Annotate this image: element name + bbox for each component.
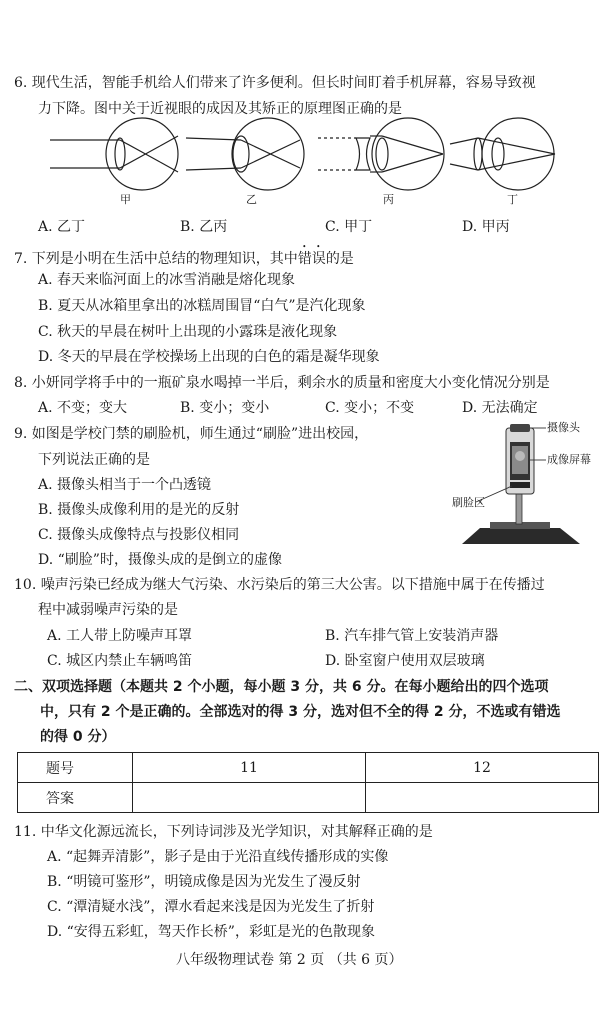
q6-stem-line1: 6. 现代生活，智能手机给人们带来了许多便利。但长时间盯着手机屏幕，容易导致视 [14,75,536,91]
q11-option-c: C. “潭清疑水浅”，潭水看起来浅是因为光发生了折射 [47,899,375,915]
answer-cell-12[interactable] [366,783,599,813]
q7-stem-emphasis: 错误 [297,251,326,267]
q9-option-b: B. 摄像头成像利用的是光的反射 [38,502,240,518]
q7-option-c: C. 秋天的早晨在树叶上出现的小露珠是液化现象 [38,324,338,340]
q11-option-b: B. “明镜可鉴形”，明镜成像是因为光发生了漫反射 [47,874,361,890]
q8-option-c: C. 变小；不变 [325,400,415,416]
q9-option-d: D. “刷脸”时，摄像头成的是倒立的虚像 [38,552,282,568]
eye-diagram-ding [450,118,555,190]
answer-cell-11[interactable] [133,783,366,813]
q7-stem-part2: 的是 [325,251,354,267]
q8-option-a: A. 不变；变大 [38,400,128,416]
page-footer: 八年级物理试卷 第 2 页 （共 6 页） [176,952,403,968]
q7-stem-part1: 7. 下列是小明在生活中总结的物理知识，其中 [14,251,298,267]
eye-diagram-figure [0,120,613,220]
q8-option-b: B. 变小；变小 [180,400,270,416]
q7-option-a: A. 春天来临河面上的冰雪消融是熔化现象 [38,272,296,288]
fig-label-bing: 丙 [383,193,394,206]
section2-heading-line2: 中，只有 2 个是正确的。全部选对的得 3 分，选对但不全的得 2 分，不选或有错选 [40,704,561,720]
q6-option-d: D. 甲丙 [462,219,510,235]
q11-option-a: A. “起舞弄清影”，影子是由于光沿直线传播形成的实像 [47,849,389,865]
q6-stem-line2: 力下降。图中关于近视眼的成因及其矫正的原理图正确的是 [38,101,402,117]
answer-table-answer-row [18,783,599,813]
section2-heading-line3: 的得 0 分） [40,729,116,745]
answer-table-header-label: 题号 [18,753,133,783]
q9-option-a: A. 摄像头相当于一个凸透镜 [38,477,212,493]
fig-label-scan-zone: 刷脸区 [452,496,485,509]
q7-stem [14,243,354,269]
answer-table-header-row [18,753,599,783]
q10-option-b: B. 汽车排气管上安装消声器 [325,628,499,644]
fig-label-yi: 乙 [246,193,257,206]
answer-table [17,752,599,813]
q8-stem: 8. 小妍同学将手中的一瓶矿泉水喝掉一半后，剩余水的质量和密度大小变化情况分别是 [14,375,550,391]
q11-option-d: D. “安得五彩虹，驾天作长桥”，彩虹是光的色散现象 [47,924,375,940]
q9-stem-line2: 下列说法正确的是 [38,452,150,468]
q10-stem-line2: 程中减弱噪声污染的是 [38,602,178,618]
answer-table-col-11: 11 [133,753,366,783]
answer-table-col-12: 12 [366,753,599,783]
q7-option-d: D. 冬天的早晨在学校操场上出现的白色的霜是凝华现象 [38,349,380,365]
fig-label-camera: 摄像头 [547,421,580,434]
answer-table-answer-label: 答案 [18,783,133,813]
q10-option-c: C. 城区内禁止车辆鸣笛 [47,653,193,669]
q8-option-d: D. 无法确定 [462,400,538,416]
q11-stem: 11. 中华文化源远流长，下列诗词涉及光学知识，对其解释正确的是 [14,824,433,840]
eye-diagram-jia [50,118,178,190]
q6-option-a: A. 乙丁 [38,219,86,235]
q6-option-b: B. 乙丙 [180,219,228,235]
q6-option-c: C. 甲丁 [325,219,373,235]
eye-diagram-yi [186,118,304,190]
q10-stem-line1: 10. 噪声污染已经成为继大气污染、水污染后的第三大公害。以下措施中属于在传播过 [14,577,545,593]
fig-label-jia: 甲 [120,193,131,206]
fig-label-screen: 成像屏幕 [547,453,591,466]
fig-label-ding: 丁 [507,193,518,206]
eye-diagram-bing [318,118,444,190]
face-scanner-figure [450,420,600,550]
q10-option-a: A. 工人带上防噪声耳罩 [47,628,193,644]
q9-stem-line1: 9. 如图是学校门禁的刷脸机，师生通过“刷脸”进出校园， [14,426,369,442]
q7-option-b: B. 夏天从冰箱里拿出的冰糕周围冒“白气”是汽化现象 [38,298,366,314]
section2-heading-line1: 二、双项选择题（本题共 2 个小题，每小题 3 分，共 6 分。在每小题给出的四个选项 [14,679,549,695]
q10-option-d: D. 卧室窗户使用双层玻璃 [325,653,485,669]
q9-option-c: C. 摄像头成像特点与投影仪相同 [38,527,240,543]
